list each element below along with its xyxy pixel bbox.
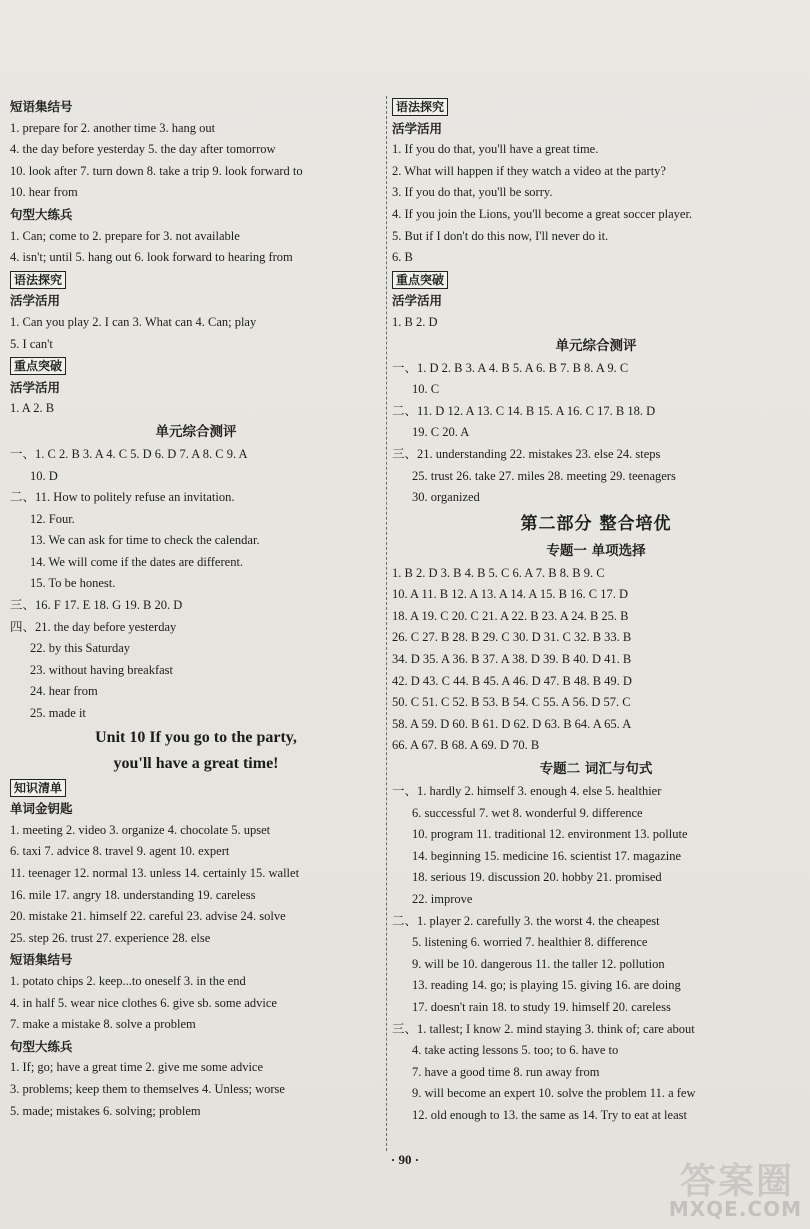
test-title: 专题一 单项选择 [546,542,646,559]
unit-title: you'll have a great time! [113,754,279,772]
left-column [10,96,382,1122]
answer-line: 25. step 26. trust 27. experience 28. else [10,930,211,945]
section-heading: 活学活用 [392,293,443,309]
answer-line: 6. taxi 7. advice 8. travel 9. agent 10. expert [10,844,230,859]
answer-line: 10. A 11. B 12. A 13. A 14. A 15. B 16. C 17. D [392,587,629,602]
answer-line: 18. A 19. C 20. C 21. A 22. B 23. A 24. B 25. B [392,608,629,623]
answer-line: 1. Can; come to 2. prepare for 3. not available [10,228,240,243]
answer-line: 22. improve [412,892,473,906]
watermark-logo [668,1153,802,1223]
answer-line: 1. If; go; have a great time 2. give me some advice [10,1060,264,1075]
answer-line: 23. without having breakfast [30,662,174,677]
answer-line: 10. hear from [10,185,78,200]
answer-line: 2. What will happen if they watch a video at the party? [392,163,666,178]
answer-line: 66. A 67. B 68. A 69. D 70. B [392,738,540,753]
watermark-mark: 答案圈 [679,1161,794,1202]
answer-line: 3. problems; keep them to themselves 4. Unless; worse [10,1081,285,1096]
answer-line: 一、1. C 2. B 3. A 4. C 5. D 6. D 7. A 8. C 9. A [10,446,248,461]
answer-line: 14. We will come if the dates are different. [30,554,244,569]
answer-line: 三、16. F 17. E 18. G 19. B 20. D [10,598,183,613]
watermark-site: MXQE.COM [668,1197,802,1221]
section-tag: 知识清单 [10,779,66,797]
right-column [392,96,800,1127]
answer-line: 5. made; mistakes 6. solving; problem [10,1103,201,1118]
answer-line: 12. Four. [30,511,75,526]
answer-line: 4. isn't; until 5. hang out 6. look forward to hearing from [10,250,293,265]
answer-line: 26. C 27. B 28. B 29. C 30. D 31. C 32. B 33. B [392,630,632,645]
section-heading: 句型大练兵 [10,1038,73,1054]
answer-line: 1. A 2. B [10,401,55,416]
answer-line: 一、1. hardly 2. himself 3. enough 4. else 5. healthier [392,784,662,799]
answer-line: 3. If you do that, you'll be sorry. [392,185,553,200]
section-heading: 单词金钥匙 [10,801,73,817]
answer-line: 5. listening 6. worried 7. healthier 8. difference [412,935,648,950]
answer-line: 15. To be honest. [30,576,116,591]
part-title: 第二部分 整合培优 [520,513,672,534]
answer-line: 10. program 11. traditional 12. environment 13. pollute [412,827,688,842]
answer-line: 7. have a good time 8. run away from [412,1064,600,1079]
section-heading: 短语集结号 [10,99,73,114]
answer-line: 1. If you do that, you'll have a great time. [392,142,599,157]
answer-line: 4. the day before yesterday 5. the day after tomorrow [10,142,276,157]
test-title: 单元综合测评 [155,423,237,440]
answer-line: 二、11. How to politely refuse an invitation. [10,490,235,505]
section-tag: 重点突破 [10,357,66,375]
answer-line: 5. I can't [10,336,53,351]
section-tag-wrap [10,355,382,377]
answer-line: 6. successful 7. wet 8. wonderful 9. difference [412,805,643,820]
section-tag: 重点突破 [392,271,448,289]
answer-line: 1. potato chips 2. keep...to oneself 3. in the end [10,973,246,988]
section-tag-wrap [392,269,800,291]
answer-line: 18. serious 19. discussion 20. hobby 21. promised [412,870,662,885]
answer-line: 19. C 20. A [412,425,470,440]
test-title: 专题二 词汇与句式 [539,761,653,778]
section-tag: 语法探究 [392,98,448,116]
answer-line: 二、1. player 2. carefully 3. the worst 4. the cheapest [392,913,660,928]
answer-line: 10. C [412,382,440,397]
answer-line: 58. A 59. D 60. B 61. D 62. D 63. B 64. A 65. A [392,716,632,731]
answer-line: 25. made it [30,706,86,721]
answer-line: 34. D 35. A 36. B 37. A 38. D 39. B 40. D 41. B [392,652,632,667]
answer-line: 17. doesn't rain 18. to study 19. himself 20. careless [412,999,671,1014]
answer-line: 1. Can you play 2. I can 3. What can 4. Can; play [10,314,257,329]
section-heading: 活学活用 [10,293,61,309]
page-number: · 90 · [390,1152,420,1167]
answer-line: 二、11. D 12. A 13. C 14. B 15. A 16. C 17. B 18. D [392,403,656,418]
section-tag-wrap [10,269,382,291]
answer-line: 4. If you join the Lions, you'll become a great soccer player. [392,206,693,221]
unit-title: Unit 10 If you go to the party, [95,728,297,746]
answer-line: 25. trust 26. take 27. miles 28. meeting 29. teenagers [412,468,676,483]
answer-line: 4. in half 5. wear nice clothes 6. give sb. some advice [10,995,277,1010]
section-heading: 句型大练兵 [10,206,73,222]
answer-line: 10. D [30,468,58,483]
answer-line: 一、1. D 2. B 3. A 4. B 5. A 6. B 7. B 8. A 9. C [392,360,629,375]
answer-line: 24. hear from [30,684,98,699]
section-tag: 语法探究 [10,271,66,289]
test-title: 单元综合测评 [555,337,637,354]
answer-line: 1. prepare for 2. another time 3. hang out [10,120,216,135]
section-tag-wrap [392,96,800,118]
answer-line: 20. mistake 21. himself 22. careful 23. advise 24. solve [10,909,286,924]
answer-line: 三、1. tallest; I know 2. mind staying 3. think of; care about [392,1021,695,1036]
answer-line: 1. meeting 2. video 3. organize 4. chocolate 5. upset [10,822,271,837]
answer-line: 1. B 2. D 3. B 4. B 5. C 6. A 7. B 8. B 9. C [392,565,605,580]
section-heading: 活学活用 [10,379,61,395]
answer-line: 6. B [392,250,413,265]
answer-line: 9. will be 10. dangerous 11. the taller 12. pollution [412,956,665,971]
section-tag-wrap [10,777,382,799]
section-heading: 短语集结号 [10,952,73,968]
answer-line: 三、21. understanding 22. mistakes 23. else 24. steps [392,446,661,461]
answer-line: 13. We can ask for time to check the calendar. [30,533,260,548]
answer-line: 1. B 2. D [392,314,438,329]
answer-line: 4. take acting lessons 5. too; to 6. have to [412,1043,619,1058]
section-heading: 活学活用 [392,120,443,136]
answer-line: 10. look after 7. turn down 8. take a trip 9. look forward to [10,163,303,178]
answer-line: 16. mile 17. angry 18. understanding 19. careless [10,887,256,902]
answer-line: 22. by this Saturday [30,641,130,656]
answer-line: 30. organized [412,490,480,505]
answer-line: 13. reading 14. go; is playing 15. giving 16. are doing [412,978,681,993]
answer-line: 9. will become an expert 10. solve the problem 11. a few [412,1086,696,1101]
column-divider [386,96,387,1151]
answer-line: 5. But if I don't do this now, I'll never do it. [392,228,609,243]
answer-line: 42. D 43. C 44. B 45. A 46. D 47. B 48. B 49. D [392,673,632,688]
answer-line: 7. make a mistake 8. solve a problem [10,1017,196,1032]
answer-line: 11. teenager 12. normal 13. unless 14. certainly 15. wallet [10,866,300,880]
answer-line: 14. beginning 15. medicine 16. scientist 17. magazine [412,848,682,863]
answer-line: 50. C 51. C 52. B 53. B 54. C 55. A 56. D 57. C [392,695,631,710]
answer-line: 四、21. the day before yesterday [10,619,177,634]
answer-line: 12. old enough to 13. the same as 14. Try to eat at least [412,1107,687,1122]
